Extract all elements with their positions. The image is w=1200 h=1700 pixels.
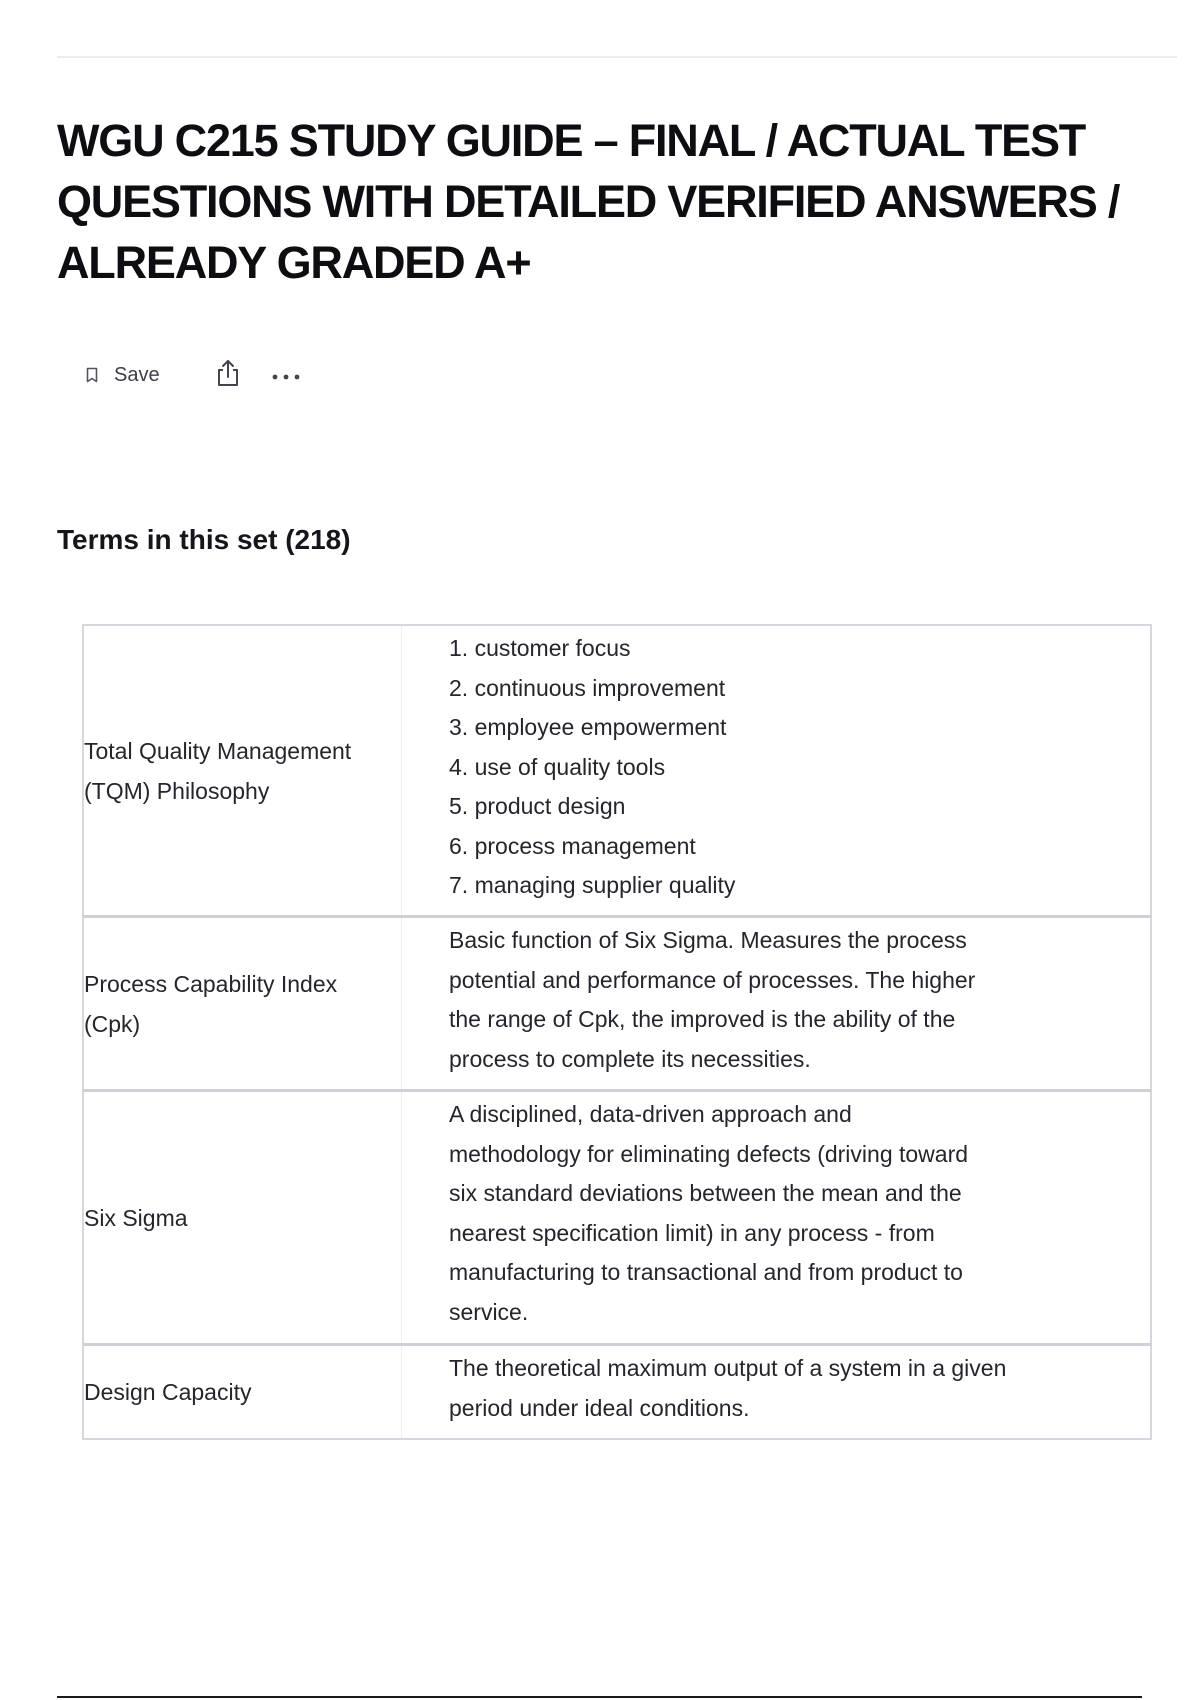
- save-label: Save: [114, 363, 160, 386]
- definition-line: service.: [449, 1298, 529, 1325]
- definition-line: 5. product design: [449, 793, 626, 819]
- term-text: Total Quality Management (TQM) Philosophy: [84, 626, 402, 915]
- share-icon: [215, 358, 241, 392]
- terms-count-heading: Terms in this set (218): [57, 524, 351, 555]
- definition-text: [402, 626, 1150, 915]
- term-text: Six Sigma: [84, 1092, 402, 1343]
- share-button[interactable]: [215, 360, 241, 390]
- bookmark-icon: [86, 367, 98, 383]
- term-row: [82, 624, 1152, 917]
- definition-line: methodology for eliminating defects (driving toward: [449, 1140, 969, 1167]
- term-text: Design Capacity: [84, 1346, 402, 1438]
- definition-line: Basic function of Six Sigma. Measures the process: [449, 927, 967, 953]
- term-row: [82, 1343, 1152, 1440]
- definition-line: 4. use of quality tools: [449, 753, 666, 780]
- definition-line: six standard deviations between the mean and the: [449, 1180, 962, 1206]
- bottom-divider: [57, 1696, 1142, 1698]
- more-options-icon: [271, 366, 301, 385]
- definition-line: 3. employee empowerment: [449, 714, 727, 740]
- definition-line: the range of Cpk, the improved is the ability of the: [449, 1006, 956, 1032]
- top-divider: [57, 56, 1177, 58]
- definition-line: process to complete its necessities.: [449, 1045, 811, 1072]
- definition-text: [402, 1346, 1150, 1438]
- definition-line: 1. customer focus: [449, 635, 631, 661]
- definition-text: [402, 1092, 1150, 1343]
- definition-line: 2. continuous improvement: [449, 674, 726, 701]
- definition-line: The theoretical maximum output of a system in a given: [449, 1355, 1007, 1381]
- term-text: Process Capability Index (Cpk): [84, 918, 402, 1089]
- definition-line: nearest specification limit) in any process - from: [449, 1219, 935, 1246]
- definition-line: 7. managing supplier quality: [449, 872, 736, 898]
- save-button[interactable]: [86, 364, 160, 387]
- definition-line: 6. process management: [449, 832, 696, 859]
- more-options-button[interactable]: [271, 360, 301, 390]
- page-title: WGU C215 STUDY GUIDE – FINAL / ACTUAL TEST QUESTIONS WITH DETAILED VERIFIED ANSWERS / ALREADY GRADED A+: [57, 115, 1120, 288]
- term-row: [82, 915, 1152, 1091]
- set-toolbar: [86, 360, 301, 390]
- definition-line: A disciplined, data-driven approach and: [449, 1101, 852, 1127]
- definition-line: manufacturing to transactional and from product to: [449, 1259, 963, 1285]
- term-row: [82, 1089, 1152, 1345]
- definition-line: potential and performance of processes. The higher: [449, 966, 976, 993]
- definition-text: [402, 918, 1150, 1089]
- terms-table: [82, 624, 1152, 1440]
- definition-line: period under ideal conditions.: [449, 1394, 750, 1421]
